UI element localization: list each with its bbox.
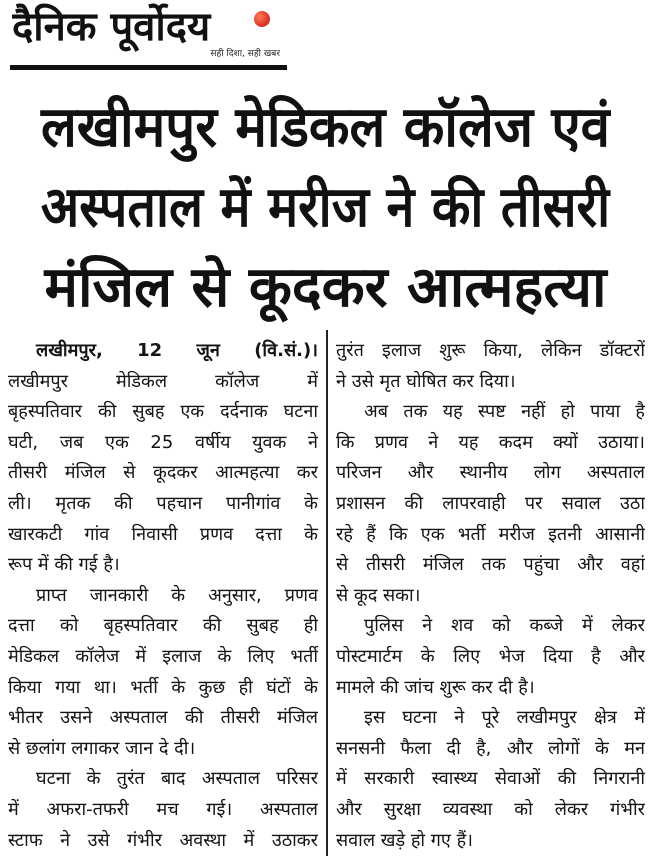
body-line: दत्ता को बृहस्पतिवार की सुबह ही [8, 615, 318, 637]
red-circle-icon [254, 11, 270, 27]
body-line: रूप में की गई है। [8, 554, 120, 576]
article-column-right [336, 336, 645, 856]
body-line: मेडिकल कॉलेज में इलाज के लिए भर्ती [8, 645, 318, 667]
body-line: तुरंत इलाज शुरू किया, लेकिन डॉक्टरों [336, 340, 645, 361]
body-line: ने उसे मृत घोषित कर दिया। [336, 370, 516, 392]
headline [40, 88, 611, 328]
body-line: किया गया था। भर्ती के कुछ ही घंटों के [8, 676, 318, 698]
headline-line: अस्पताल में मरीज ने की तीसरी [40, 175, 611, 240]
body-line: घटना के तुरंत बाद अस्पताल परिसर [36, 768, 318, 790]
masthead-tagline: सही दिशा, सही खबर [210, 49, 280, 59]
body-line: से तीसरी मंजिल तक पहुंचा और वहां [336, 554, 645, 576]
masthead-rule [10, 65, 287, 70]
body-line: प्राप्त जानकारी के अनुसार, प्रणव [36, 584, 318, 606]
article-column-left [8, 336, 318, 856]
body-line: प्रशासन की लापरवाही पर सवाल उठा [336, 492, 645, 514]
body-line: घटी, जब एक 25 वर्षीय युवक ने [8, 431, 318, 453]
column-divider [326, 330, 328, 856]
body-line: में सरकारी स्वास्थ्य सेवाओं की निगरानी [336, 768, 645, 790]
body-line: और सुरक्षा व्यवस्था को लेकर गंभीर [336, 798, 645, 820]
body-line: खारकटी गांव निवासी प्रणव दत्ता के [8, 523, 318, 545]
body-line: ली। मृतक की पहचान पानीगांव के [8, 492, 318, 514]
body-line: मामले की जांच शुरू कर दी है। [336, 676, 535, 698]
body-line: तीसरी मंजिल से कूदकर आत्महत्या कर [8, 462, 318, 484]
body-line: कि प्रणव ने यह कदम क्यों उठाया। [336, 431, 645, 453]
body-line: स्टाफ ने उसे गंभीर अवस्था में उठाकर [8, 829, 318, 851]
body-line: पोस्टमार्टम के लिए भेज दिया है और [336, 645, 645, 667]
body-line: सवाल खड़े हो गए हैं। [336, 829, 473, 851]
body-line: बृहस्पतिवार की सुबह एक दर्दनाक घटना [8, 401, 318, 423]
body-line: अब तक यह स्पष्ट नहीं हो पाया है [364, 401, 645, 423]
masthead-logo: दैनिक पूर्वोदय [12, 4, 211, 50]
body-line: से कूद सका। [336, 584, 421, 606]
body-line: लखीमपुर मेडिकल कॉलेज में [8, 370, 318, 392]
headline-line: लखीमपुर मेडिकल कॉलेज एवं [40, 95, 611, 160]
body-line: से छलांग लगाकर जान दे दी। [8, 737, 196, 759]
body-line: पुलिस ने शव को कब्जे में लेकर [364, 615, 645, 637]
body-line: रहे हैं कि एक भर्ती मरीज इतनी आसानी [336, 523, 645, 545]
body-line: भीतर उसने अस्पताल की तीसरी मंजिल [8, 707, 318, 729]
body-line: में अफरा-तफरी मच गई। अस्पताल [8, 798, 318, 820]
body-line: इस घटना ने पूरे लखीमपुर क्षेत्र में [364, 707, 645, 729]
body-line: परिजन और स्थानीय लोग अस्पताल [336, 462, 645, 484]
headline-line: मंजिल से कूदकर आत्महत्या [44, 255, 607, 320]
article-dateline: लखीमपुर, 12 जून (वि.सं.)। [36, 340, 318, 361]
body-line: सनसनी फैला दी है, और लोगों के मन [336, 737, 645, 759]
